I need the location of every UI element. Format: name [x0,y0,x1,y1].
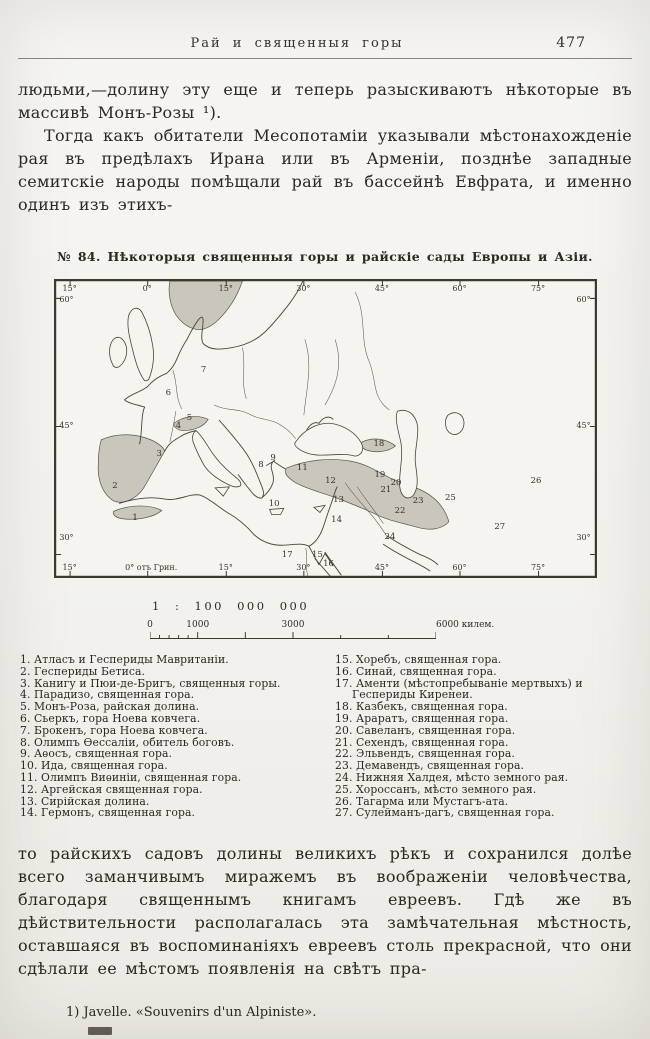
map-marker: 26 [530,475,542,486]
map-marker: 5 [186,413,193,423]
graticule-label: 30° [59,533,74,543]
graticule-label: 15° [218,283,233,293]
map-marker: 12 [325,475,336,486]
scalebar-ticks [150,632,436,639]
graticule-label: 45° [374,562,389,572]
map-marker: 27 [494,521,506,532]
scale-mark-label: 0 [147,620,153,630]
map-marker: 16 [323,558,334,569]
graticule-label: 30° [576,533,591,543]
scale-mark-label: 6000 килем. [436,620,495,630]
graticule-label: 45° [59,421,74,431]
legend-item: 5. Монъ-Роза, райская долина. [20,700,200,714]
legend-item: 6. Сьеркъ, гора Ноева ковчега. [20,711,201,725]
map-marker: 21 [380,484,392,495]
legend-item: 12. Аргейская священная гора. [20,782,203,796]
map-marker: 15 [312,550,323,561]
map-marker: 11 [296,463,308,474]
legend-item: 26. Тагарма или Мустагъ-ата. [335,794,509,808]
graticule-label: 0° [142,283,152,293]
legend-column-right [325,654,630,819]
legend-item: 10. Ида, священная гора. [20,759,168,773]
map-marker: 2 [112,480,118,491]
map-marker: 7 [200,364,207,375]
graticule-label: 75° [530,562,546,572]
scalebar [150,630,436,640]
scalebar-labels [147,618,495,630]
scan-artifact [88,1027,112,1035]
map-marker: 25 [445,492,456,503]
legend-item: 11. Олимпъ Виѳиніи, священная гора. [20,770,242,784]
page-header [18,36,632,59]
legend-item: 3. Канигу и Пюи-де-Бригъ, священныя горы. [20,676,281,690]
map-marker: 3 [156,448,162,459]
legend-item: 25. Хороссанъ, мѣсто земного рая. [335,782,537,796]
graticule-label: 15° [62,562,77,572]
footnote: 1) Javelle. «Souvenirs d'un Alpiniste». [66,1005,317,1021]
map-marker: 6 [165,387,172,398]
graticule-label: 60° [452,562,467,572]
legend-item: 27. Сулейманъ-дагъ, священная гора. [335,806,555,820]
paragraph-1: людьми,—долину эту еще и теперь разыскиваютъ нѣкоторые въ массивѣ Монъ-Розы ¹). [18,80,632,122]
map-legend [20,654,630,819]
map [54,279,597,578]
legend-item: 22. Эльвендъ, священная гора. [335,747,515,761]
legend-item: 15. Хоребъ, священная гора. [335,653,502,666]
graticule-label: 15° [62,283,77,293]
legend-item: 9. Аѳосъ, священная гора. [20,747,173,761]
map-marker: 18 [373,438,385,449]
graticule-label: 75° [530,283,546,293]
legend-item: 14. Гермонъ, священная гора. [20,806,196,820]
map-marker: 1 [132,512,138,523]
legend-item: 21. Сехендъ, священная гора. [335,735,509,749]
legend-item: 16. Синай, священная гора. [335,664,497,678]
legend-item: 24. Нижняя Халдея, мѣсто земного рая. [335,770,569,784]
paragraph-3: то райскихъ садовъ долины великихъ рѣкъ и сохранился долѣе всего заманчивымъ миражемъ въ воображеніи человѣчества, благодаря священнымъ книгамъ евреевъ. Гдѣ же въ дѣйствительности располагалась эта замѣчательная мѣстность, оставшаяся въ воспоминаніяхъ евреевъ столь прекрасной, что они сдѣлали ее мѣстомъ появленія на свѣтъ пра- [18,844,632,979]
figure-caption: № 84. Нѣкоторыя священныя горы и райскіе сады Европы и Азіи. [57,249,593,264]
map-marker: 19 [374,469,386,480]
map-labels-layer [55,280,596,577]
scale-mark-label: 3000 [281,620,305,630]
map-marker: 14 [331,514,342,525]
legend-item: 19. Араратъ, священная гора. [335,711,509,725]
legend-item: 1. Атласъ и Геспериды Мавританіи. [20,653,229,666]
legend-item: 17. Аменти (мѣстопребываніе мертвыхъ) и Геспериды Киренеи. [335,676,583,702]
map-marker: 23 [412,495,424,506]
graticule-label: 30° [296,283,311,293]
map-marker: 4 [175,421,182,432]
graticule-label: 60° [59,295,74,305]
legend-item: 4. Парадизо, священная гора. [20,688,195,702]
legend-item: 23. Демавендъ, священная гора. [335,759,525,773]
graticule-label: 0° отъ Грин. [125,562,178,572]
map-marker: 10 [268,499,280,510]
scale-mark-label: 1000 [186,620,210,630]
page-number: 477 [556,35,586,51]
running-title: Рай и священныя горы [190,36,404,51]
paragraph-2: Тогда какъ обитатели Месопотаміи указывали мѣстонахожденіе рая въ предѣлахъ Ирана или въ Арменіи, позднѣе западные семитскіе народы помѣщали рай въ бассейнѣ Евфрата, и именно одинъ изъ этихъ- [18,126,632,214]
map-marker: 22 [394,506,406,517]
legend-item: 20. Савеланъ, священная гора. [335,723,516,737]
legend-column-left [20,654,325,819]
graticule-label: 60° [452,283,467,293]
legend-item: 7. Брокенъ, гора Ноева ковчега. [20,723,208,737]
map-marker: 17 [281,550,293,561]
legend-item: 2. Геспериды Бетиса. [20,664,146,678]
map-marker: 24 [384,531,396,542]
graticule-label: 30° [296,562,311,572]
map-marker: 8 [258,460,264,471]
legend-item: 18. Казбекъ, священная гора. [335,700,508,714]
figure-84 [18,249,632,640]
legend-item: 8. Олимпъ Ѳессаліи, обитель боговъ. [20,735,235,749]
map-marker: 20 [390,477,402,488]
map-marker: 9 [270,452,276,463]
graticule-label: 45° [374,283,389,293]
map-scale [147,599,495,640]
graticule-label: 60° [576,295,591,305]
scale-ratio: 1 : 100 000 000 [152,599,310,613]
graticule-label: 45° [576,421,591,431]
map-marker: 13 [333,494,345,505]
legend-item: 13. Сирійская долина. [20,794,150,808]
graticule-label: 15° [218,562,233,572]
